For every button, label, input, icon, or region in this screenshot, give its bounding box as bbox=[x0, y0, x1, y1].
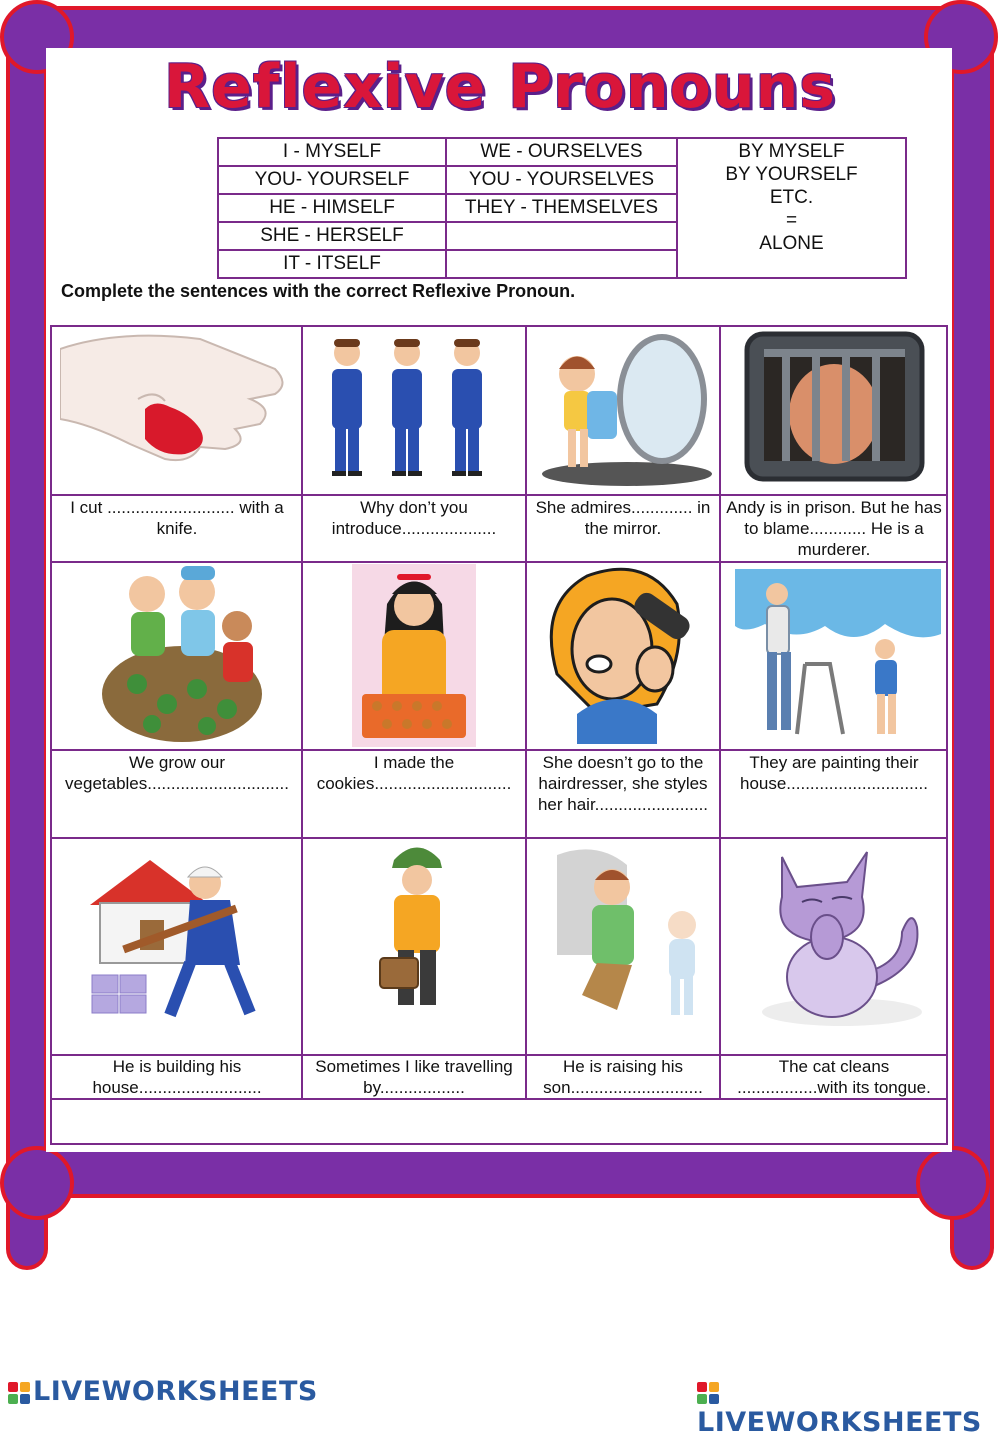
grid-divider bbox=[52, 494, 946, 496]
singular-pronoun: IT - ITSELF bbox=[219, 251, 447, 277]
singular-pronoun: HE - HIMSELF bbox=[219, 195, 447, 223]
grid-divider bbox=[525, 327, 527, 1099]
liveworksheets-logo-icon bbox=[8, 1382, 30, 1404]
liveworksheets-brand-left bbox=[8, 1376, 318, 1407]
exercise-sentence: Sometimes I like travelling by.................. bbox=[315, 1057, 513, 1097]
exercise-sentence: She admires............. in the mirror. bbox=[535, 498, 711, 538]
singular-pronoun: YOU- YOURSELF bbox=[219, 167, 447, 195]
plural-pronoun: YOU - YOURSELVES bbox=[447, 167, 678, 195]
grid-divider bbox=[52, 749, 946, 751]
grid-divider bbox=[301, 327, 303, 1099]
family-garden-icon bbox=[97, 564, 267, 747]
three-men-icon bbox=[310, 329, 516, 489]
grid-divider bbox=[52, 1098, 946, 1100]
woman-cookies-icon bbox=[352, 564, 476, 747]
exercise-sentence: She doesn’t go to the hairdresser, she styles her hair........................ bbox=[537, 753, 709, 814]
frame-knob-bottom-right bbox=[916, 1146, 990, 1220]
cut-hand-icon bbox=[60, 329, 292, 489]
liveworksheets-brand-right bbox=[697, 1376, 1000, 1438]
plural-pronoun bbox=[447, 223, 678, 251]
note-line: ALONE bbox=[759, 233, 824, 254]
brand-text: LIVEWORKSHEETS bbox=[33, 1376, 318, 1407]
brand-text: LIVEWORKSHEETS bbox=[697, 1407, 982, 1438]
prisoner-icon bbox=[742, 329, 927, 489]
painting-wall-icon bbox=[735, 564, 941, 747]
plural-pronoun bbox=[447, 251, 678, 277]
father-son-icon bbox=[537, 845, 709, 1030]
frame-bottom-bar bbox=[20, 1148, 980, 1198]
note-line: = bbox=[785, 210, 798, 231]
singular-pronoun: SHE - HERSELF bbox=[219, 223, 447, 251]
singular-pronoun: I - MYSELF bbox=[219, 139, 447, 167]
frame-knob-bottom-left bbox=[0, 1146, 74, 1220]
pronoun-table bbox=[217, 137, 907, 279]
cat-licking-icon bbox=[752, 837, 927, 1032]
plural-pronoun: WE - OURSELVES bbox=[447, 139, 678, 167]
girl-mirror-icon bbox=[532, 329, 717, 489]
frame-right-bar bbox=[950, 20, 994, 1270]
exercise-sentence: I cut ........................... with a knife. bbox=[70, 498, 284, 538]
frame-left-bar bbox=[6, 20, 48, 1270]
exercise-sentence: He is building his house.......................... bbox=[92, 1057, 262, 1097]
exercise-sentence: They are painting their house.............................. bbox=[739, 753, 928, 793]
exercise-sentence: He is raising his son............................ bbox=[543, 1057, 703, 1097]
note-line: BY MYSELF bbox=[738, 141, 845, 162]
plural-pronoun: THEY - THEMSELVES bbox=[447, 195, 678, 223]
exercise-sentence: We grow our vegetables.............................. bbox=[65, 753, 289, 793]
exercise-sentence: The cat cleans .................with its tongue. bbox=[737, 1057, 931, 1097]
page-title: Reflexive Pronouns bbox=[163, 52, 837, 122]
grid-divider bbox=[52, 561, 946, 563]
alone-note bbox=[678, 139, 905, 278]
builder-house-icon bbox=[80, 845, 272, 1030]
exercise-grid bbox=[50, 325, 948, 1145]
woman-hairbrush-icon bbox=[537, 564, 709, 747]
instructions: Complete the sentences with the correct Reflexive Pronoun. bbox=[61, 281, 576, 301]
liveworksheets-logo-icon bbox=[697, 1382, 719, 1404]
traveller-icon bbox=[372, 840, 462, 1015]
exercise-sentence: I made the cookies............................. bbox=[316, 753, 512, 793]
note-line: BY YOURSELF bbox=[725, 164, 858, 185]
note-line: ETC. bbox=[769, 187, 814, 208]
exercise-sentence: Why don’t you introduce.................... bbox=[331, 498, 497, 538]
exercise-sentence: Andy is in prison. But he has to blame............ He is a murderer. bbox=[726, 498, 942, 559]
grid-divider bbox=[719, 327, 721, 1099]
